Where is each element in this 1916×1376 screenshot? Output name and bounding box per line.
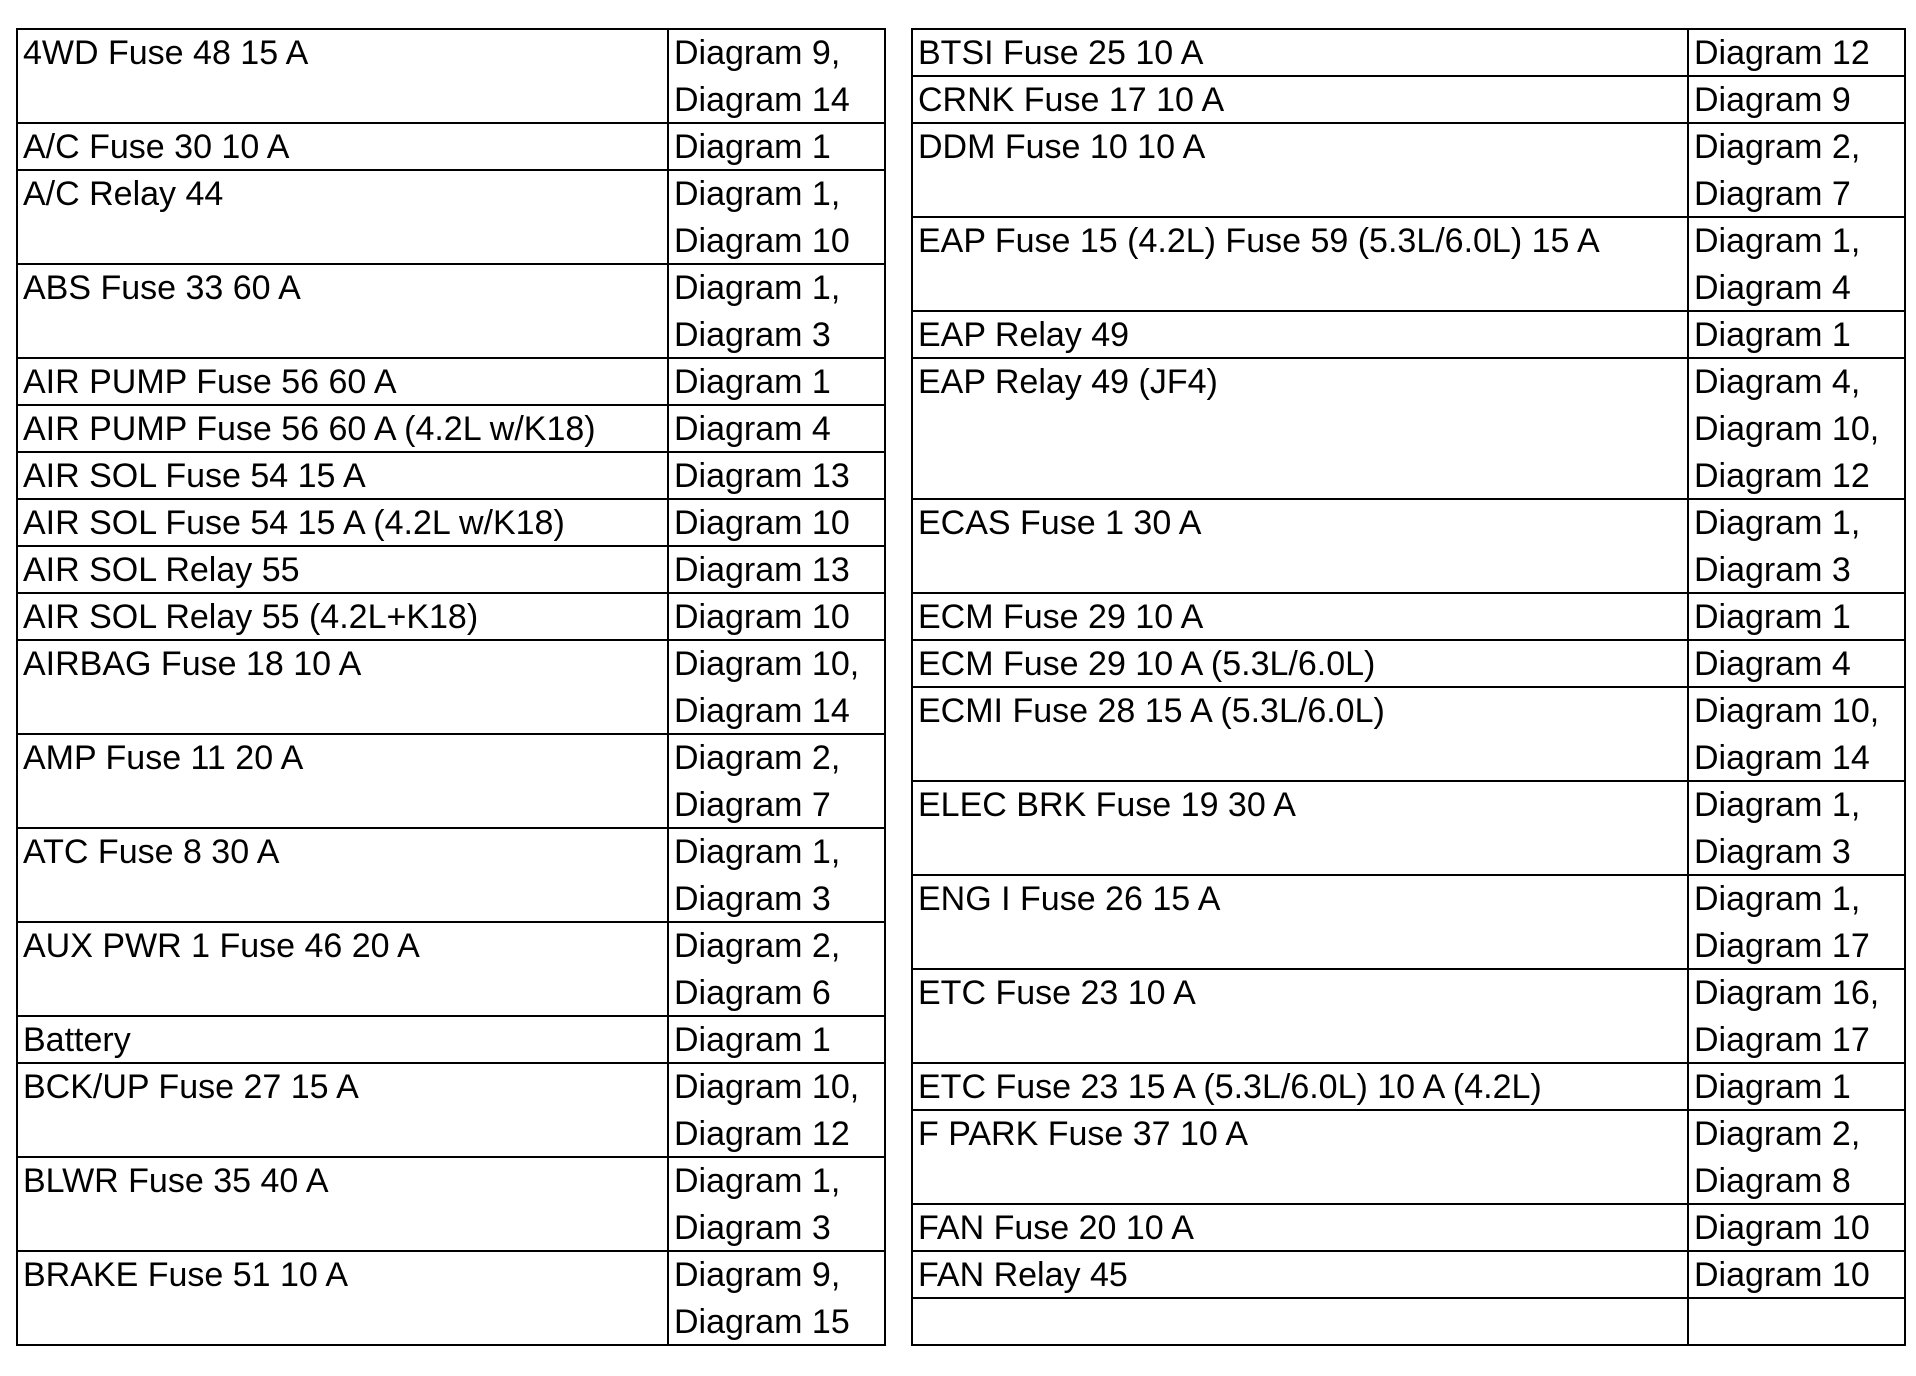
diagram-ref: Diagram 1 — [674, 1021, 831, 1059]
diagram-ref-cell — [674, 1064, 859, 1158]
diagram-ref: Diagram 9, — [674, 1256, 841, 1294]
diagram-ref-cell — [1694, 641, 1851, 688]
diagram-ref: Diagram 1, — [674, 833, 841, 871]
item-cell: FAN Fuse 20 10 A — [918, 1209, 1194, 1247]
diagram-ref-cell — [674, 453, 850, 500]
diagram-ref: Diagram 9, — [674, 34, 841, 72]
diagram-ref: Diagram 10 — [674, 504, 850, 542]
item-cell: CRNK Fuse 17 10 A — [918, 81, 1225, 119]
diagram-ref: Diagram 3 — [674, 1209, 831, 1247]
item-cell: AIR SOL Fuse 54 15 A — [23, 457, 366, 495]
diagram-ref: Diagram 13 — [674, 551, 850, 589]
item-cell: ATC Fuse 8 30 A — [23, 833, 280, 871]
right_table-border-right — [1904, 28, 1906, 1346]
item-cell: ETC Fuse 23 15 A (5.3L/6.0L) 10 A (4.2L) — [918, 1068, 1542, 1106]
left_table-border-left — [16, 28, 18, 1346]
diagram-ref: Diagram 16, — [1694, 974, 1880, 1012]
item-cell: AIR SOL Fuse 54 15 A (4.2L w/K18) — [23, 504, 565, 542]
diagram-ref-cell — [674, 265, 840, 359]
diagram-ref: Diagram 1 — [1694, 598, 1851, 636]
diagram-ref: Diagram 17 — [1694, 927, 1870, 965]
item-cell: ABS Fuse 33 60 A — [23, 269, 301, 307]
diagram-ref: Diagram 1, — [674, 269, 841, 307]
diagram-ref-cell — [1694, 782, 1860, 876]
diagram-ref-cell — [1694, 1205, 1870, 1252]
diagram-ref-cell — [1694, 970, 1879, 1064]
item-cell: Battery — [23, 1021, 131, 1059]
diagram-ref: Diagram 3 — [674, 316, 831, 354]
diagram-ref-cell — [674, 359, 831, 406]
diagram-ref: Diagram 14 — [674, 81, 850, 119]
diagram-ref: Diagram 1, — [1694, 786, 1861, 824]
diagram-ref: Diagram 1 — [674, 363, 831, 401]
item-cell: AIR PUMP Fuse 56 60 A — [23, 363, 397, 401]
diagram-ref: Diagram 1 — [1694, 316, 1851, 354]
item-cell: EAP Relay 49 (JF4) — [918, 363, 1218, 401]
diagram-ref: Diagram 2, — [1694, 1115, 1861, 1153]
diagram-ref: Diagram 7 — [674, 786, 831, 824]
diagram-ref-cell — [674, 735, 840, 829]
diagram-ref-cell — [1694, 500, 1860, 594]
diagram-ref: Diagram 10 — [674, 598, 850, 636]
diagram-ref: Diagram 15 — [674, 1303, 850, 1341]
item-cell: EAP Fuse 15 (4.2L) Fuse 59 (5.3L/6.0L) 15 A — [918, 222, 1600, 260]
diagram-ref: Diagram 10, — [674, 645, 860, 683]
diagram-ref: Diagram 1, — [1694, 222, 1861, 260]
item-cell: ECMI Fuse 28 15 A (5.3L/6.0L) — [918, 692, 1385, 730]
diagram-ref: Diagram 14 — [1694, 739, 1870, 777]
item-cell: BCK/UP Fuse 27 15 A — [23, 1068, 359, 1106]
diagram-ref: Diagram 4 — [1694, 645, 1851, 683]
item-cell: A/C Fuse 30 10 A — [23, 128, 290, 166]
item-cell: ECM Fuse 29 10 A (5.3L/6.0L) — [918, 645, 1376, 683]
diagram-ref-cell — [674, 829, 840, 923]
item-cell: ELEC BRK Fuse 19 30 A — [918, 786, 1296, 824]
diagram-ref: Diagram 1, — [1694, 880, 1861, 918]
diagram-ref: Diagram 6 — [674, 974, 831, 1012]
diagram-ref: Diagram 1, — [674, 175, 841, 213]
diagram-ref: Diagram 3 — [674, 880, 831, 918]
item-cell: BRAKE Fuse 51 10 A — [23, 1256, 349, 1294]
diagram-ref: Diagram 1, — [1694, 504, 1861, 542]
row-divider — [911, 1297, 1906, 1299]
diagram-ref: Diagram 1, — [674, 1162, 841, 1200]
item-cell: AMP Fuse 11 20 A — [23, 739, 304, 777]
diagram-ref-cell — [1694, 1064, 1851, 1111]
diagram-ref: Diagram 14 — [674, 692, 850, 730]
item-cell: AUX PWR 1 Fuse 46 20 A — [23, 927, 420, 965]
diagram-ref-cell — [674, 406, 831, 453]
diagram-ref: Diagram 9 — [1694, 81, 1851, 119]
diagram-ref: Diagram 3 — [1694, 551, 1851, 589]
diagram-ref-cell — [674, 124, 831, 171]
left_table-column-divider — [667, 28, 669, 1346]
diagram-ref-cell — [674, 1017, 831, 1064]
item-cell: A/C Relay 44 — [23, 175, 224, 213]
diagram-ref: Diagram 2, — [674, 739, 841, 777]
diagram-ref-cell — [1694, 30, 1870, 77]
item-cell: AIR SOL Relay 55 — [23, 551, 300, 589]
item-cell: ETC Fuse 23 10 A — [918, 974, 1196, 1012]
diagram-ref: Diagram 2, — [674, 927, 841, 965]
diagram-ref-cell — [1694, 1111, 1860, 1205]
diagram-ref: Diagram 10, — [1694, 692, 1880, 730]
diagram-ref: Diagram 12 — [1694, 457, 1870, 495]
right_table-column-divider — [1687, 28, 1689, 1346]
row-divider — [16, 1344, 886, 1346]
diagram-ref-cell — [1694, 594, 1851, 641]
diagram-ref-cell — [1694, 218, 1860, 312]
diagram-ref-cell — [674, 30, 850, 124]
item-cell: AIR SOL Relay 55 (4.2L+K18) — [23, 598, 479, 636]
diagram-ref-cell — [674, 500, 850, 547]
diagram-ref-cell — [674, 1252, 850, 1346]
diagram-ref-cell — [674, 594, 850, 641]
diagram-ref: Diagram 7 — [1694, 175, 1851, 213]
diagram-ref: Diagram 13 — [674, 457, 850, 495]
diagram-ref: Diagram 4 — [674, 410, 831, 448]
diagram-ref-cell — [1694, 1252, 1870, 1299]
item-cell: AIR PUMP Fuse 56 60 A (4.2L w/K18) — [23, 410, 596, 448]
diagram-ref: Diagram 1 — [674, 128, 831, 166]
diagram-ref: Diagram 8 — [1694, 1162, 1851, 1200]
diagram-ref: Diagram 1 — [1694, 1068, 1851, 1106]
diagram-ref: Diagram 2, — [1694, 128, 1861, 166]
item-cell: 4WD Fuse 48 15 A — [23, 34, 309, 72]
diagram-ref: Diagram 10, — [674, 1068, 860, 1106]
diagram-ref: Diagram 10 — [1694, 1256, 1870, 1294]
item-cell: BLWR Fuse 35 40 A — [23, 1162, 329, 1200]
diagram-ref: Diagram 4, — [1694, 363, 1861, 401]
diagram-ref-cell — [1694, 359, 1879, 500]
item-cell: EAP Relay 49 — [918, 316, 1130, 354]
diagram-ref-cell — [1694, 124, 1860, 218]
diagram-ref-cell — [674, 641, 859, 735]
left_table-border-right — [884, 28, 886, 1346]
diagram-ref-cell — [674, 923, 840, 1017]
diagram-ref: Diagram 4 — [1694, 269, 1851, 307]
diagram-ref-cell — [674, 547, 850, 594]
item-cell: F PARK Fuse 37 10 A — [918, 1115, 1249, 1153]
diagram-ref: Diagram 17 — [1694, 1021, 1870, 1059]
diagram-ref: Diagram 10 — [674, 222, 850, 260]
item-cell: ECM Fuse 29 10 A — [918, 598, 1204, 636]
item-cell: DDM Fuse 10 10 A — [918, 128, 1206, 166]
diagram-ref: Diagram 12 — [1694, 34, 1870, 72]
item-cell: ECAS Fuse 1 30 A — [918, 504, 1202, 542]
diagram-ref-cell — [1694, 688, 1879, 782]
item-cell: ENG I Fuse 26 15 A — [918, 880, 1221, 918]
item-cell: BTSI Fuse 25 10 A — [918, 34, 1204, 72]
diagram-ref-cell — [1694, 77, 1851, 124]
diagram-ref: Diagram 12 — [674, 1115, 850, 1153]
diagram-ref-cell — [1694, 876, 1870, 970]
diagram-ref: Diagram 3 — [1694, 833, 1851, 871]
item-cell: AIRBAG Fuse 18 10 A — [23, 645, 362, 683]
diagram-ref: Diagram 10 — [1694, 1209, 1870, 1247]
row-divider — [911, 1344, 1906, 1346]
diagram-ref-cell — [674, 171, 850, 265]
diagram-ref: Diagram 10, — [1694, 410, 1880, 448]
diagram-ref-cell — [1694, 312, 1851, 359]
diagram-ref-cell — [674, 1158, 840, 1252]
right_table-border-left — [911, 28, 913, 1346]
item-cell: FAN Relay 45 — [918, 1256, 1128, 1294]
